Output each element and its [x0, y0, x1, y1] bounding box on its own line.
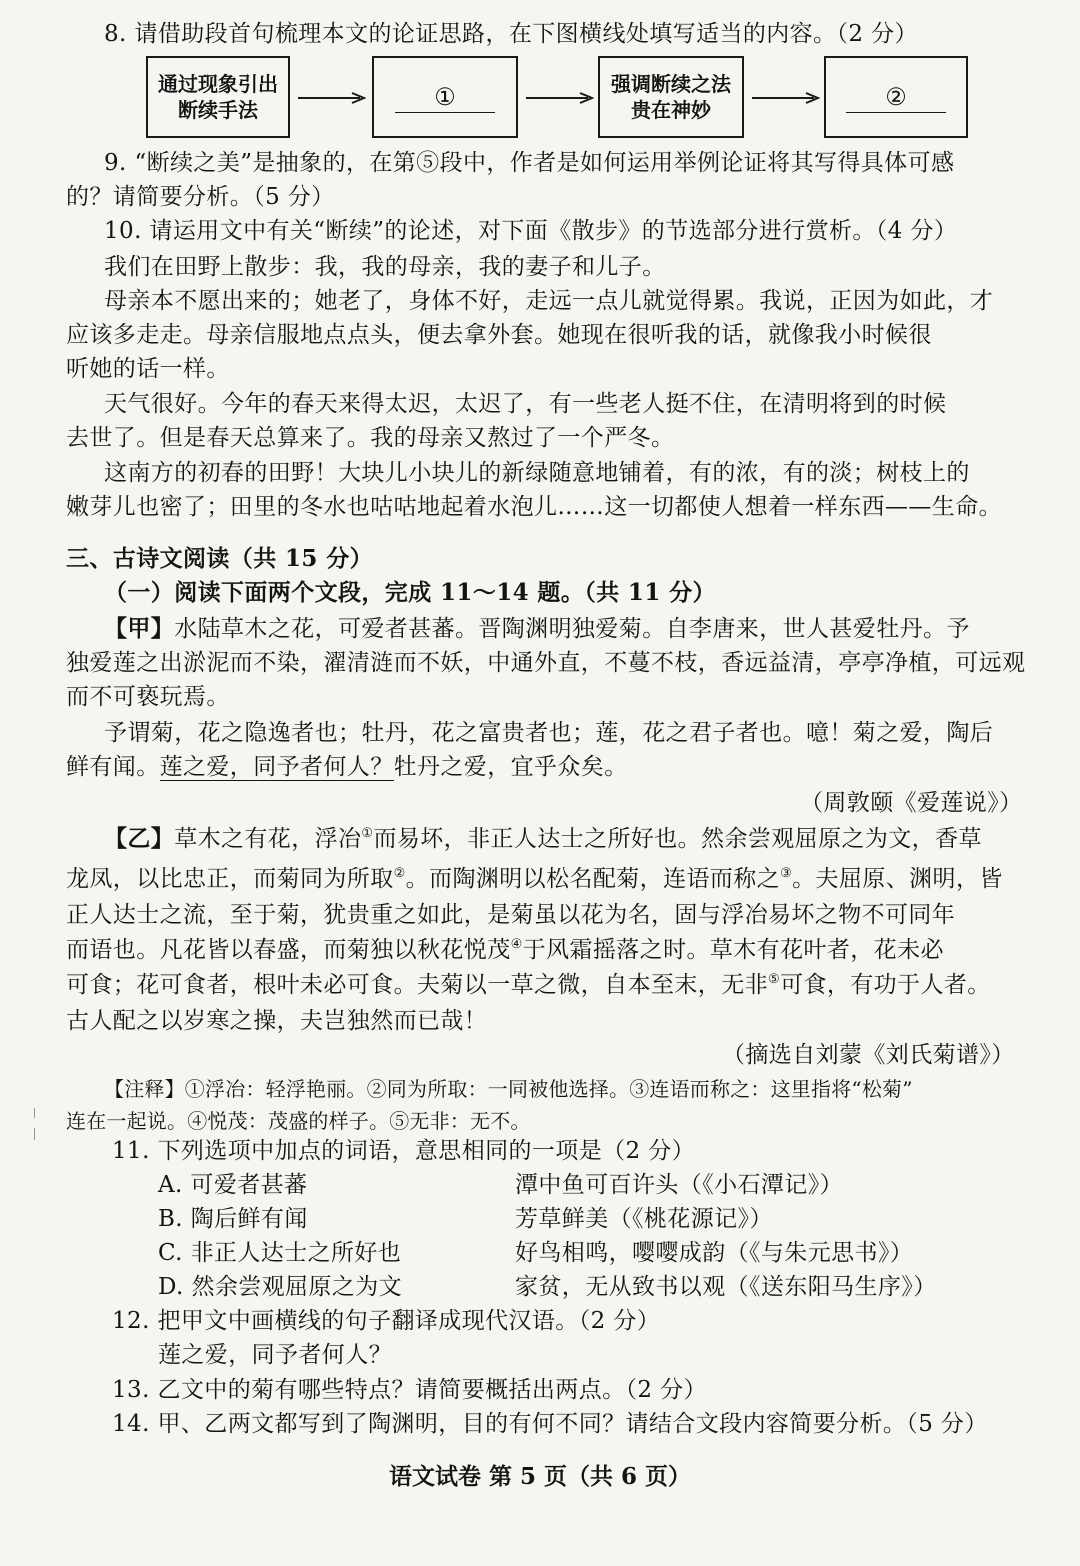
annotation-line-1: 【注释】①浮冶：轻浮艳丽。②同为所取：一同被他选择。③连语而称之：这里指将“松菊”: [104, 1077, 913, 1101]
footnote-marker: ①: [361, 826, 374, 841]
jia-tag: 【甲】: [104, 615, 175, 642]
passage-line: 听她的话一样。: [66, 356, 230, 382]
arrow-right-icon: [298, 92, 366, 104]
passage-line: 去世了。但是春天总算来了。我的母亲又熬过了一个严冬。: [66, 425, 675, 451]
margin-mark: [34, 1108, 35, 1118]
jia-line-3: 而不可亵玩焉。: [66, 684, 230, 710]
passage-line: 嫩芽儿也密了；田里的冬水也咕咕地起着水泡儿……这一切都使人想着一样东西——生命。: [66, 494, 1002, 520]
jia-text: 水陆草木之花，可爱者甚蕃。晋陶渊明独爱菊。自李唐来，世人甚爱牡丹。予: [174, 616, 970, 642]
yi-line-2: [66, 862, 1003, 896]
yi-line-5: [66, 968, 991, 1002]
passage-line: 母亲本不愿出来的；她老了，身体不好，走远一点儿就觉得累。我说，正因为如此，才: [104, 288, 994, 314]
passage-line: 天气很好。今年的春天来得太迟，太迟了，有一些老人挺不住，在清明将到的时候: [104, 391, 947, 417]
jia-text: 鲜有闻。: [66, 754, 160, 780]
jia-line-1: [104, 612, 970, 646]
yi-tag: 【乙】: [104, 825, 175, 852]
jia-line-5: [66, 750, 628, 784]
option-d-right: 家贫，无从致书以观（《送东阳马生序》）: [515, 1274, 937, 1300]
yi-source: （摘选自刘蒙《刘氏菊谱》）: [722, 1042, 1015, 1068]
footnote-marker: ③: [780, 866, 793, 881]
jia-source: （周敦颐《爱莲说》）: [800, 790, 1023, 816]
yi-line-4: [66, 933, 944, 967]
flow-blank-1: ①: [395, 82, 495, 113]
jia-text: 牡丹之爱，宜乎众矣。: [393, 754, 628, 780]
question-9-line-2: 的？请简要分析。（5 分）: [66, 184, 335, 210]
jia-line-2: 独爱莲之出淤泥而不染，濯清涟而不妖，中通外直，不蔓不枝，香远益清，亭亭净植，可远观: [66, 650, 1026, 676]
flow-box-2-blank: [372, 56, 518, 138]
option-c-left: C. 非正人达士之所好也: [158, 1240, 402, 1266]
question-11-stem: 11. 下列选项中加点的词语，意思相同的一项是（2 分）: [112, 1138, 696, 1164]
question-9-line-1: 9. “断续之美”是抽象的，在第⑤段中，作者是如何运用举例论证将其写得具体可感: [104, 150, 955, 176]
section-3-subtitle: （一）阅读下面两个文段，完成 11～14 题。（共 11 分）: [104, 579, 716, 606]
jia-line-4: 予谓菊，花之隐逸者也；牡丹，花之富贵者也；莲，花之君子者也。噫！菊之爱，陶后: [104, 720, 994, 746]
yi-text: 于风霜摇落之时。草木有花叶者，花未必: [522, 937, 944, 963]
argument-flowchart: [146, 56, 968, 142]
option-c-right: 好鸟相鸣，嘤嘤成韵（《与朱元思书》）: [515, 1240, 914, 1266]
yi-text: 草木之有花，浮冶: [174, 826, 362, 852]
question-12-stem: 12. 把甲文中画横线的句子翻译成现代汉语。（2 分）: [112, 1308, 661, 1334]
yi-text: 。夫屈原、渊明，皆: [792, 866, 1003, 892]
annotation-line-2: 连在一起说。④悦茂：茂盛的样子。⑤无非：无不。: [66, 1109, 531, 1133]
footnote-marker: ④: [510, 937, 523, 952]
arrow-right-icon: [752, 92, 820, 104]
option-a-right: 潭中鱼可百许头（《小石潭记》）: [515, 1172, 843, 1198]
underlined-sentence: 莲之爱，同予者何人？: [159, 754, 394, 780]
yi-text: 可食；花可食者，根叶未必可食。夫菊以一草之微，自本至末，无非: [66, 972, 768, 998]
footnote-marker: ⑤: [768, 972, 781, 987]
passage-line: 应该多走走。母亲信服地点点头，便去拿外套。她现在很听我的话，就像我小时候很: [66, 322, 932, 348]
yi-line-3: 正人达士之流，至于菊，犹贵重之如此，是菊虽以花为名，固与浮冶易坏之物不可同年: [66, 902, 956, 928]
yi-line-6: 古人配之以岁寒之操，夫岂独然而已哉！: [66, 1008, 488, 1034]
yi-text: 龙凤，以比忠正，而菊同为所取: [66, 866, 394, 892]
yi-line-1: [104, 822, 982, 856]
page-footer: 语文试卷 第 5 页（共 6 页）: [388, 1463, 692, 1490]
question-8-stem: 8. 请借助段首句梳理本文的论证思路，在下图横线处填写适当的内容。（2 分）: [104, 21, 918, 47]
question-12-sentence: 莲之爱，同予者何人？: [158, 1342, 392, 1368]
footnote-marker: ②: [393, 866, 406, 881]
passage-line: 这南方的初春的田野！大块儿小块儿的新绿随意地铺着，有的浓，有的淡；树枝上的: [104, 460, 970, 486]
yi-text: 而语也。凡花皆以春盛，而菊独以秋花悦茂: [66, 937, 511, 963]
option-b-left: B. 陶后鲜有闻: [158, 1206, 308, 1232]
option-b-right: 芳草鲜美（《桃花源记》）: [515, 1206, 773, 1232]
flow-box-3: 强调断续之法 贵在神妙: [598, 56, 744, 138]
section-3-title: 三、古诗文阅读（共 15 分）: [66, 545, 374, 572]
question-10-stem: 10. 请运用文中有关“断续”的论述，对下面《散步》的节选部分进行赏析。（4 分）: [104, 218, 958, 244]
flow-box-4-blank: [824, 56, 968, 138]
option-a-left: A. 可爱者甚蕃: [158, 1172, 308, 1198]
yi-text: 。而陶渊明以松名配菊，连语而称之: [405, 866, 781, 892]
option-d-left: D. 然余尝观屈原之为文: [158, 1274, 403, 1300]
yi-text: 可食，有功于人者。: [780, 972, 991, 998]
flow-box-1: 通过现象引出 断续手法: [146, 56, 290, 138]
arrow-right-icon: [526, 92, 594, 104]
passage-line: 我们在田野上散步：我，我的母亲，我的妻子和儿子。: [104, 254, 666, 280]
margin-mark: [34, 1128, 35, 1140]
question-14-stem: 14. 甲、乙两文都写到了陶渊明，目的有何不同？请结合文段内容简要分析。（5 分）: [112, 1411, 988, 1437]
question-13-stem: 13. 乙文中的菊有哪些特点？请简要概括出两点。（2 分）: [112, 1377, 707, 1403]
flow-blank-2: ②: [846, 82, 946, 113]
yi-text: 而易坏，非正人达士之所好也。然余尝观屈原之为文，香草: [373, 826, 982, 852]
